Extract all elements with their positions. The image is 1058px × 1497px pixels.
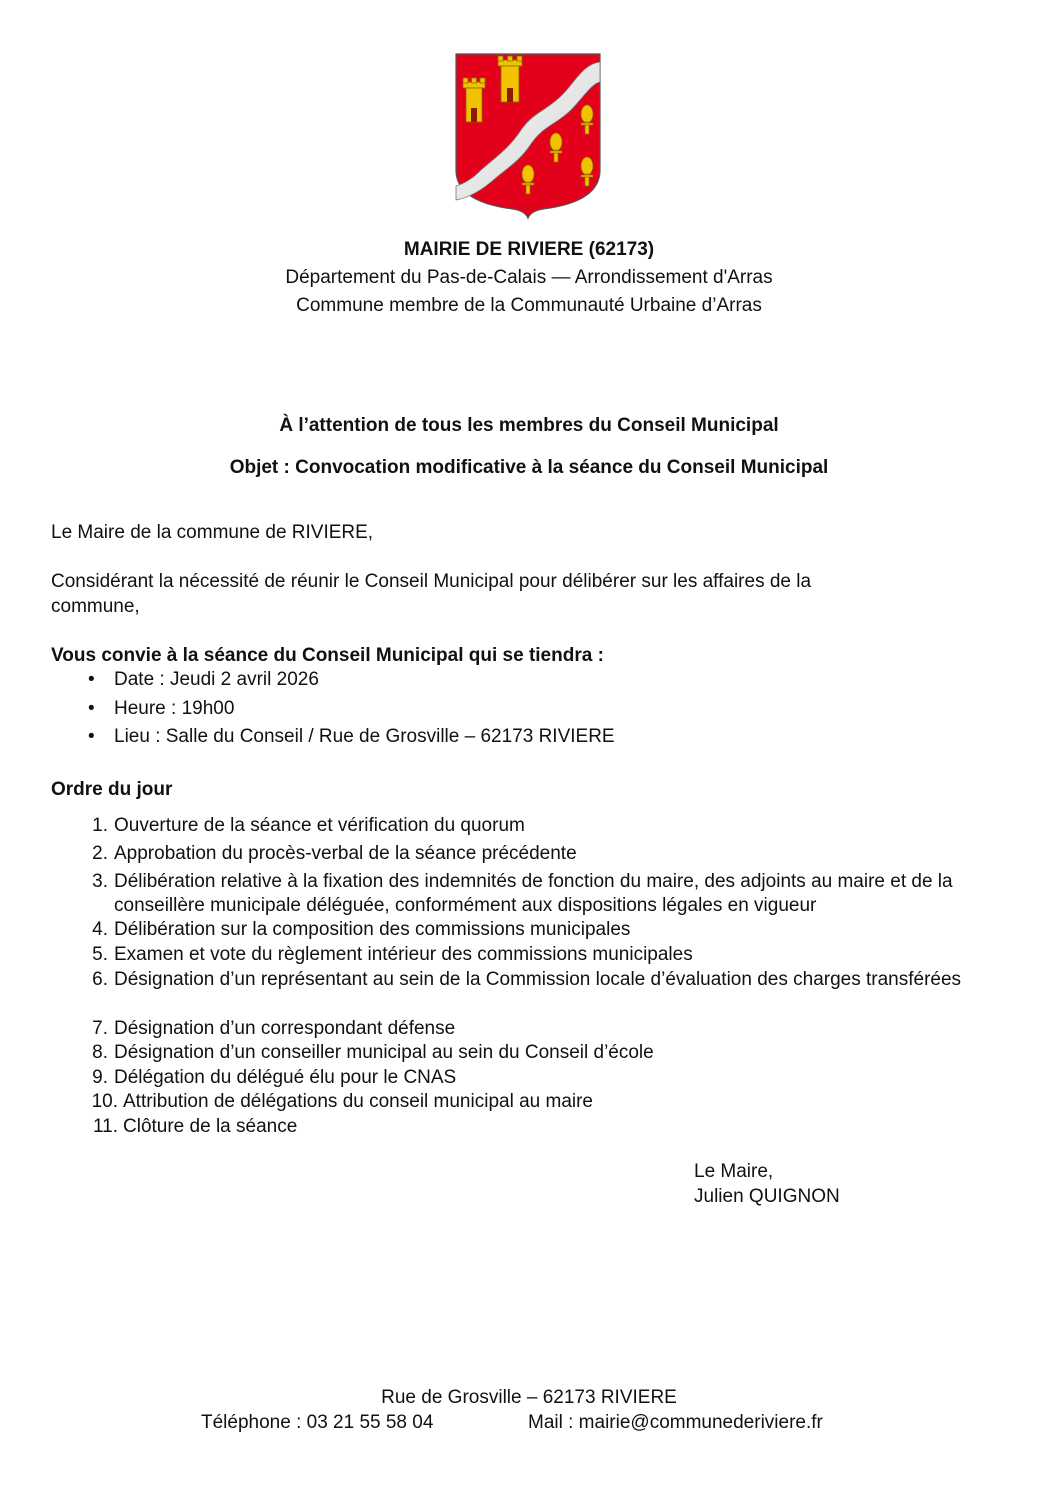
footer-mail: Mail : mairie@communederiviere.fr — [528, 1412, 823, 1433]
coat-of-arms-icon — [453, 52, 603, 220]
agenda-number: 8. — [92, 1042, 108, 1063]
community-line: Commune membre de la Communauté Urbaine d’Arras — [296, 295, 762, 316]
footer-address: Rue de Grosville – 62173 RIVIERE — [381, 1387, 677, 1408]
agenda-text: Examen et vote du règlement intérieur des commissions municipales — [114, 944, 693, 965]
bullet-icon: • — [88, 669, 95, 690]
bullet-icon: • — [88, 726, 95, 747]
considerant-line-2: commune, — [51, 596, 140, 617]
agenda-text: Ouverture de la séance et vérification du quorum — [114, 815, 525, 836]
agenda-text: Clôture de la séance — [123, 1116, 298, 1137]
subject-line: Objet : Convocation modificative à la séance du Conseil Municipal — [229, 457, 829, 478]
detail-text: Lieu : Salle du Conseil / Rue de Grosville – 62173 RIVIERE — [114, 726, 615, 747]
agenda-text: Délibération sur la composition des commissions municipales — [114, 919, 631, 940]
signature-role: Le Maire, — [694, 1161, 774, 1182]
convocation-line: Vous convie à la séance du Conseil Municipal qui se tiendra : — [51, 645, 604, 666]
agenda-text: Délibération relative à la fixation des indemnités de fonction du maire, des adjoints au maire et de la conseillère municipale déléguée, conformément aux dispositions légales en vigueur — [114, 871, 953, 917]
agenda-text: Approbation du procès-verbal de la séance précédente — [114, 843, 577, 864]
agenda-number: 7. — [92, 1018, 108, 1039]
detail-text: Date : Jeudi 2 avril 2026 — [114, 669, 319, 690]
agenda-number: 6. — [92, 969, 108, 990]
agenda-number: 3. — [92, 871, 108, 892]
considerant-line-1: Considérant la nécessité de réunir le Conseil Municipal pour délibérer sur les affaires de la — [51, 571, 812, 592]
mairie-title: MAIRIE DE RIVIERE (62173) — [403, 239, 655, 260]
agenda-number: 5. — [92, 944, 108, 965]
agenda-number: 9. — [92, 1067, 108, 1088]
attention-line: À l’attention de tous les membres du Conseil Municipal — [279, 415, 779, 436]
intro-paragraph: Le Maire de la commune de RIVIERE, — [51, 522, 374, 543]
agenda-text: Délégation du délégué élu pour le CNAS — [114, 1067, 457, 1088]
agenda-number: 1. — [92, 815, 108, 836]
agenda-number: 4. — [92, 919, 108, 940]
agenda-number: 2. — [92, 843, 108, 864]
agenda-number: 11. — [92, 1116, 118, 1137]
agenda-text: Désignation d’un conseiller municipal au sein du Conseil d’école — [114, 1042, 654, 1063]
detail-text: Heure : 19h00 — [114, 698, 235, 719]
agenda-number: 10. — [91, 1091, 118, 1112]
agenda-text: Désignation d’un correspondant défense — [114, 1018, 456, 1039]
footer-phone: Téléphone : 03 21 55 58 04 — [201, 1412, 434, 1433]
agenda-title: Ordre du jour — [51, 779, 173, 800]
signature-name: Julien QUIGNON — [694, 1186, 840, 1207]
bullet-icon: • — [88, 698, 95, 719]
agenda-text: Attribution de délégations du conseil municipal au maire — [123, 1091, 593, 1112]
department-line: Département du Pas-de-Calais — Arrondissement d'Arras — [285, 267, 773, 288]
agenda-text: Désignation d’un représentant au sein de la Commission locale d’évaluation des charges transférées — [114, 969, 962, 990]
